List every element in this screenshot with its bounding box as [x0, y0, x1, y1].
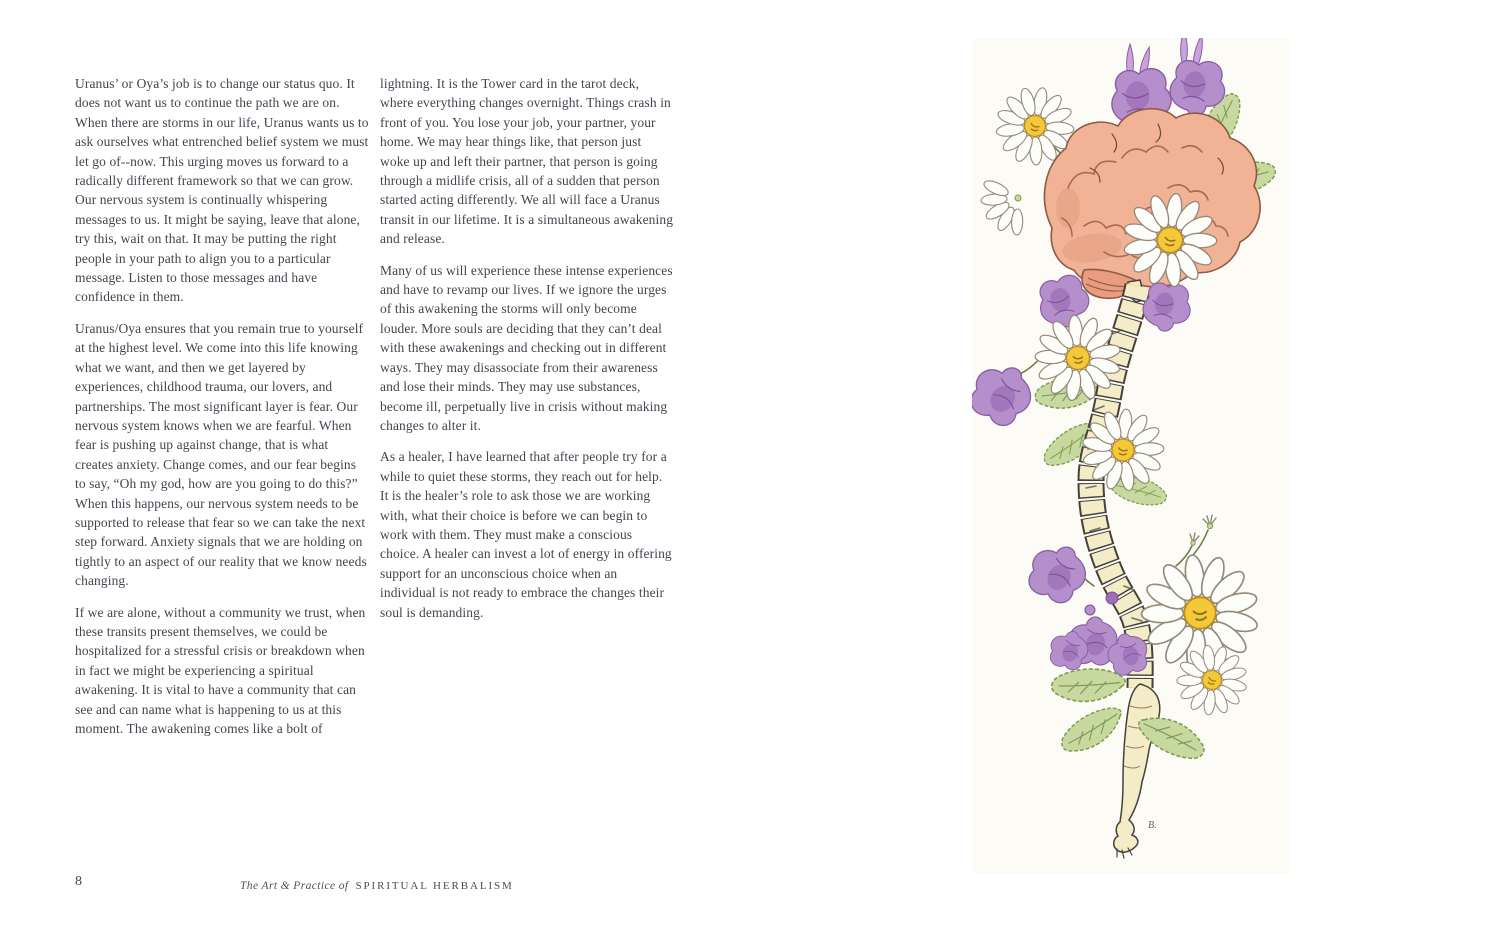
page-number: 8: [75, 874, 82, 889]
right-text-column: [380, 74, 674, 634]
artist-signature: B.: [1148, 820, 1157, 831]
brain-spine-botanical-illustration: [972, 38, 1290, 874]
body-paragraph: As a healer, I have learned that after people try for a while to quiet these storms, they reach out for help. It is the healer’s role to ask those we are working with, what their choice is before we can begin to work with them. They must make a conscious choice. A healer can invest a lot of energy in offering support for an unconscious choice when an individual is not ready to embrace the changes their soul is demanding.: [380, 449, 672, 620]
body-paragraph: If we are alone, without a community we trust, when these transits present themselves, we could be hospitalized for a stressful crisis or breakdown when in fact we might be experiencing a spiritual awakening. It is vital to have a community that can see and can name what is happening to us at this moment. The awakening comes like a bolt of: [75, 604, 366, 736]
body-paragraph: Uranus’ or Oya’s job is to change our status quo. It does not want us to continue the path we are on. When there are storms in our life, Uranus wants us to ask ourselves what entrenched belief system we must let go of--now. This urging moves us forward to a radically different framework so that we can grow. Our nervous system is continually whispering messages to us. It might be saying, leave that alone, try this, wait on that. It may be putting the right people in your path to align you to a particular message. Listen to those messages and have confidence in them.: [75, 76, 369, 305]
body-paragraph: lightning. It is the Tower card in the tarot deck, where everything changes overnight. Things crash in front of you. You lose your job, your partner, your home. We may hear things like, that person just woke up and left their partner, that person is going through a midlife crisis, all of a sudden that person started acting differently. We all will face a Uranus transit in our lifetime. It is a simultaneous awakening and release.: [380, 76, 674, 247]
purple-flower-bud: [1106, 592, 1118, 604]
body-paragraph: Uranus/Oya ensures that you remain true to yourself at the highest level. We come into this life knowing what we want, and then we get layered by experiences, childhood trauma, our lovers, and partnerships. The most significant layer is fear. Our nervous system knows when we are fearful. When fear is pushing up against change, that is what creates anxiety. Change comes, and our fear begins to say, “Oh my god, how are you going to do this?” When this happens, our nervous system needs to be supported to release that fear so we can take the next step forward. Anxiety signals that we are holding on tightly to an aspect of our reality that we know needs changing.: [75, 320, 367, 589]
purple-flower-bud: [1085, 605, 1095, 615]
book-title-caps: SPIRITUAL HERBALISM: [355, 880, 514, 892]
left-text-column: [75, 74, 369, 750]
book-title-footer: [240, 876, 514, 894]
book-title-series: The Art & Practice of: [240, 880, 349, 892]
body-paragraph: Many of us will experience these intense experiences and have to revamp our lives. If we ignore the urges of this awakening the storms will only become louder. More souls are deciding that they can’t deal with these awakenings and checking out in different ways. They may disassociate from their awareness and lose their minds. They may use substances, become ill, perpetually live in crisis without making changes to alter it.: [380, 262, 673, 433]
